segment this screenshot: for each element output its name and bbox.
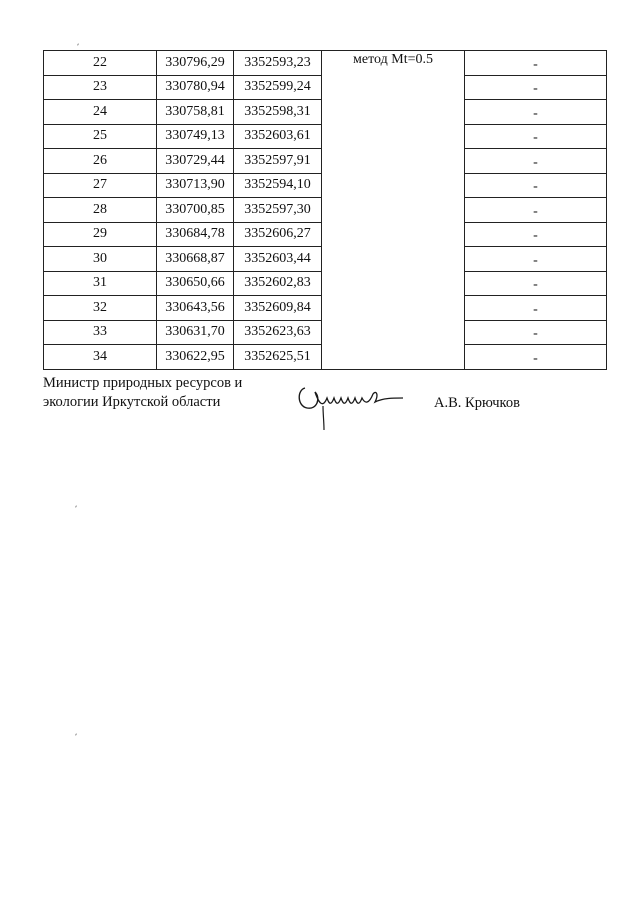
y-coordinate-cell: 3352599,24	[234, 75, 322, 100]
dash-cell: -	[465, 75, 607, 100]
point-number-cell: 26	[44, 149, 157, 174]
x-coordinate-cell: 330796,29	[157, 51, 234, 76]
point-number-cell: 31	[44, 271, 157, 296]
x-coordinate-cell: 330729,44	[157, 149, 234, 174]
x-coordinate-cell: 330713,90	[157, 173, 234, 198]
coordinates-table-container	[43, 50, 607, 370]
coordinates-table	[43, 50, 607, 370]
y-coordinate-cell: 3352594,10	[234, 173, 322, 198]
y-coordinate-cell: 3352623,63	[234, 320, 322, 345]
x-coordinate-cell: 330631,70	[157, 320, 234, 345]
point-number-cell: 23	[44, 75, 157, 100]
y-coordinate-cell: 3352598,31	[234, 100, 322, 125]
y-coordinate-cell: 3352609,84	[234, 296, 322, 321]
dash-cell: -	[465, 247, 607, 272]
dash-cell: -	[465, 345, 607, 370]
dash-cell: -	[465, 149, 607, 174]
point-number-cell: 34	[44, 345, 157, 370]
y-coordinate-cell: 3352597,30	[234, 198, 322, 223]
coordinates-table-body	[44, 51, 607, 370]
x-coordinate-cell: 330650,66	[157, 271, 234, 296]
point-number-cell: 28	[44, 198, 157, 223]
y-coordinate-cell: 3352606,27	[234, 222, 322, 247]
minister-title: Министр природных ресурсов и экологии Иркутской области	[43, 375, 243, 410]
x-coordinate-cell: 330668,87	[157, 247, 234, 272]
scan-speck	[75, 733, 77, 735]
point-number-cell: 30	[44, 247, 157, 272]
x-coordinate-cell: 330684,78	[157, 222, 234, 247]
y-coordinate-cell: 3352603,44	[234, 247, 322, 272]
x-coordinate-cell: 330780,94	[157, 75, 234, 100]
x-coordinate-cell: 330700,85	[157, 198, 234, 223]
dash-cell: -	[465, 100, 607, 125]
dash-cell: -	[465, 271, 607, 296]
x-coordinate-cell: 330622,95	[157, 345, 234, 370]
dash-cell: -	[465, 320, 607, 345]
signature-block	[43, 374, 603, 444]
scan-speck	[75, 505, 77, 507]
point-number-cell: 27	[44, 173, 157, 198]
y-coordinate-cell: 3352602,83	[234, 271, 322, 296]
point-number-cell: 29	[44, 222, 157, 247]
y-coordinate-cell: 3352593,23	[234, 51, 322, 76]
point-number-cell: 22	[44, 51, 157, 76]
scan-speck	[77, 43, 79, 45]
dash-cell: -	[465, 51, 607, 76]
point-number-cell: 24	[44, 100, 157, 125]
point-number-cell: 32	[44, 296, 157, 321]
point-number-cell: 33	[44, 320, 157, 345]
dash-cell: -	[465, 124, 607, 149]
y-coordinate-cell: 3352625,51	[234, 345, 322, 370]
x-coordinate-cell: 330749,13	[157, 124, 234, 149]
dash-cell: -	[465, 222, 607, 247]
table-row	[44, 51, 607, 76]
y-coordinate-cell: 3352603,61	[234, 124, 322, 149]
x-coordinate-cell: 330643,56	[157, 296, 234, 321]
dash-cell: -	[465, 198, 607, 223]
dash-cell: -	[465, 173, 607, 198]
x-coordinate-cell: 330758,81	[157, 100, 234, 125]
point-number-cell: 25	[44, 124, 157, 149]
handwritten-signature-icon	[293, 368, 413, 438]
minister-name: А.В. Крючков	[434, 395, 520, 411]
method-cell: метод Mt=0.5	[322, 51, 465, 370]
y-coordinate-cell: 3352597,91	[234, 149, 322, 174]
dash-cell: -	[465, 296, 607, 321]
